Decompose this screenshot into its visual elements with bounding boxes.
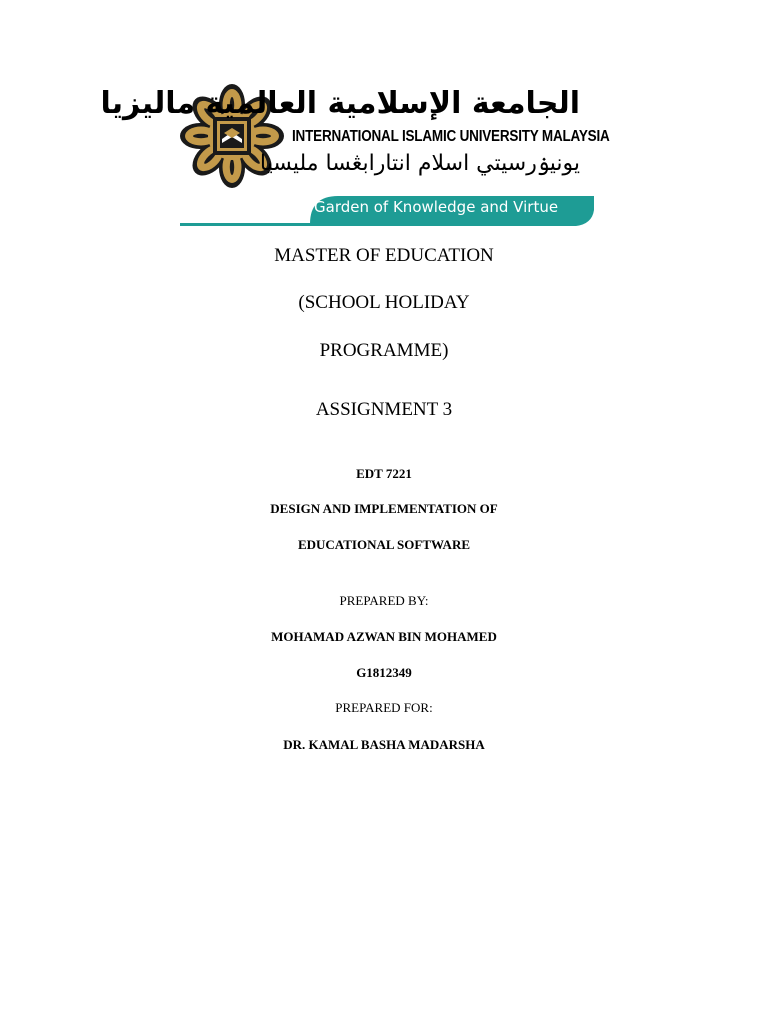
program-title-line-3: PROGRAMME) <box>319 340 449 361</box>
prepared-for-label: PREPARED FOR: <box>335 700 433 715</box>
course-code: EDT 7221 <box>356 466 412 481</box>
program-title-line-1: MASTER OF EDUCATION <box>274 245 494 266</box>
student-matric-number: G1812349 <box>356 665 412 680</box>
lecturer-name: DR. KAMAL BASHA MADARSHA <box>283 737 485 752</box>
arabic-university-name: الجامعة الإسلامية العالمية ماليزيا <box>100 86 580 121</box>
university-logo <box>100 84 610 226</box>
jawi-university-name: يونيۏرسيتي اسلام انتارابڠسا مليسيا <box>259 151 580 176</box>
prepared-by-label: PREPARED BY: <box>339 593 429 608</box>
logo-tagline: Garden of Knowledge and Virtue <box>314 198 559 216</box>
course-name-line-2: EDUCATIONAL SOFTWARE <box>297 537 471 552</box>
student-name: MOHAMAD AZWAN BIN MOHAMED <box>271 629 497 644</box>
assignment-title: ASSIGNMENT 3 <box>315 399 453 420</box>
english-university-name: INTERNATIONAL ISLAMIC UNIVERSITY MALAYSIA <box>292 127 610 145</box>
course-name-line-1: DESIGN AND IMPLEMENTATION OF <box>270 501 498 516</box>
program-title-line-2: (SCHOOL HOLIDAY <box>298 292 470 313</box>
